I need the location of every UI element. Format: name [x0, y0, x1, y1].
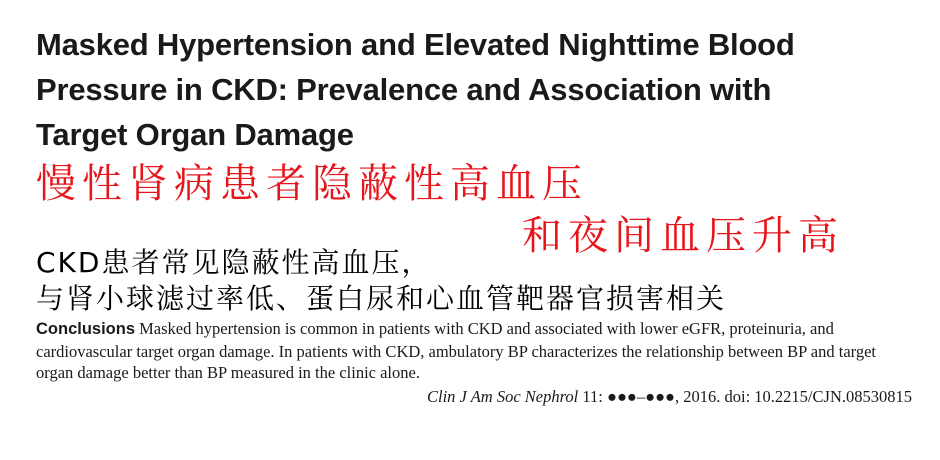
citation	[427, 386, 912, 407]
article-title-line-2: Pressure in CKD: Prevalence and Association with	[36, 72, 772, 107]
article-title-line-3: Target Organ Damage	[36, 117, 354, 152]
citation-details: 11: ●●●–●●●, 2016. doi: 10.2215/CJN.08530815	[582, 387, 912, 406]
article-title	[36, 22, 916, 157]
citation-journal: Clin J Am Soc Nephrol	[427, 387, 579, 406]
chinese-title-line-1: 慢性肾病患者隐蔽性高血压	[36, 161, 588, 207]
chinese-summary-line-1: CKD患者常见隐蔽性高血压，	[36, 246, 432, 279]
conclusions-label: Conclusions	[36, 320, 136, 338]
conclusions-paragraph	[36, 318, 916, 384]
chinese-title-line-2: 和夜间血压升高	[522, 213, 844, 259]
article-title-line-1: Masked Hypertension and Elevated Nighttime Blood	[36, 27, 795, 62]
conclusions-text: Masked hypertension is common in patients with CKD and associated with lower eGFR, proteinuria, and cardiovascular target organ damage. In patients with CKD, ambulatory BP characterizes the relationship between BP and target organ damage better than BP measured in the clinic alone.	[36, 319, 877, 382]
chinese-summary-line-2: 与肾小球滤过率低、蛋白尿和心血管靶器官损害相关	[36, 282, 727, 315]
